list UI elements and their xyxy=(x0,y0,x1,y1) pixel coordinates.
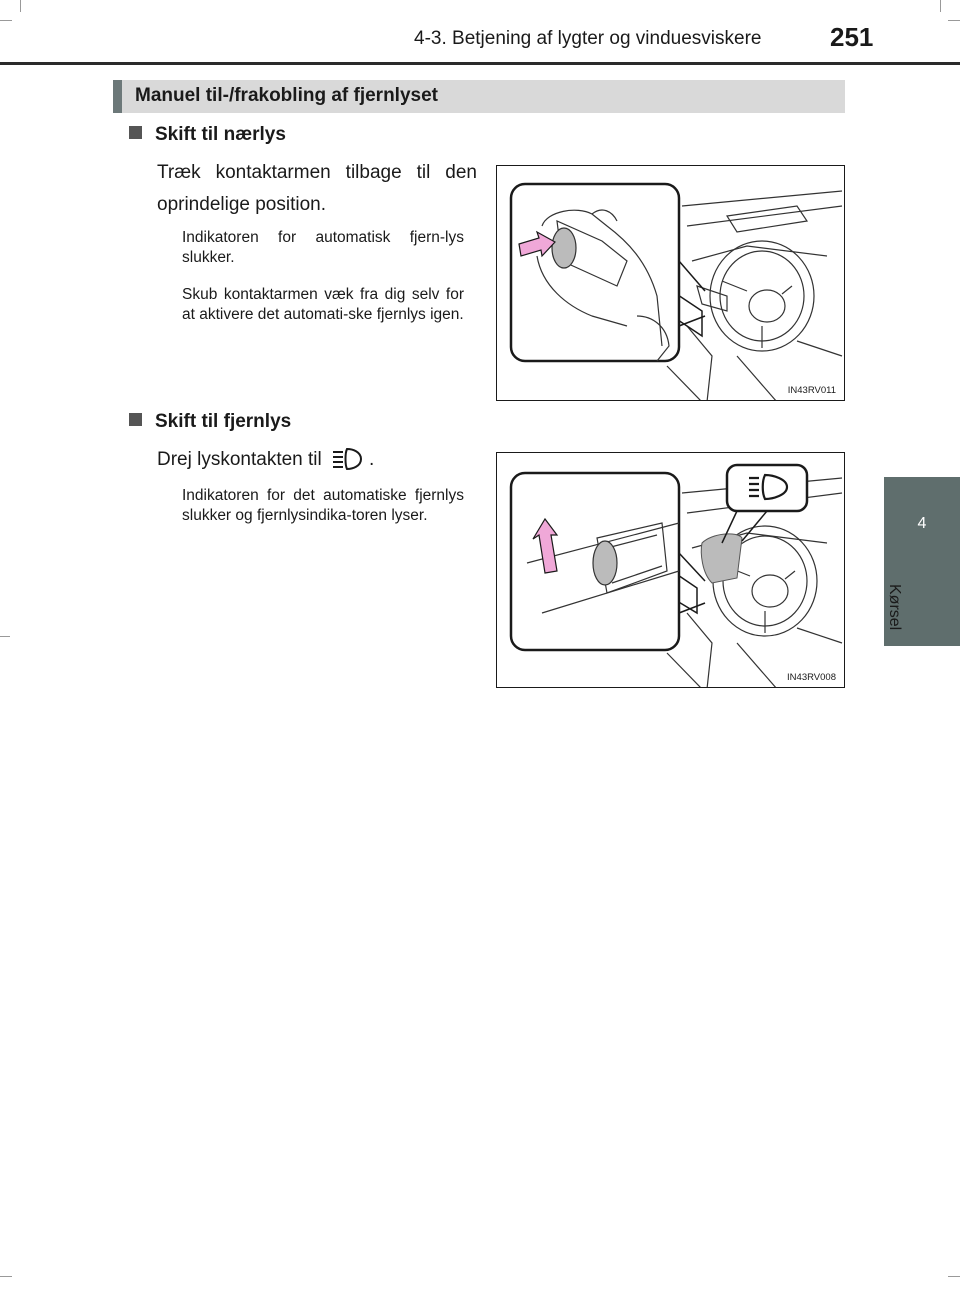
square-bullet-icon xyxy=(129,126,142,139)
note-text: Skub kontaktarmen væk fra dig selv for at aktivere det automati-ske fjernlys igen. xyxy=(182,286,464,323)
figure-push-lever xyxy=(496,452,845,688)
crop-mark xyxy=(0,636,10,637)
lever-illustration xyxy=(497,166,845,401)
step-text-before: Drej lyskontakten til xyxy=(157,449,322,470)
step-text-after: . xyxy=(369,449,375,470)
figure-code: IN43RV008 xyxy=(787,672,836,683)
high-beam-icon xyxy=(331,447,363,482)
chapter-number: 4 xyxy=(917,515,927,532)
section-heading-bar xyxy=(113,80,845,113)
sub-heading-low-beam xyxy=(129,124,286,146)
crop-mark xyxy=(948,20,960,21)
header-rule xyxy=(0,62,960,65)
lever-illustration xyxy=(497,453,845,688)
section-title: Manuel til-/frakobling af fjernlyset xyxy=(135,85,438,106)
figure-pull-lever xyxy=(496,165,845,401)
crop-mark xyxy=(0,1276,12,1277)
page-header-title: 4-3. Betjening af lygter og vinduesviskere xyxy=(414,28,762,49)
crop-mark xyxy=(948,1276,960,1277)
page-number: 251 xyxy=(830,22,874,52)
crop-mark xyxy=(940,0,941,12)
figure-code: IN43RV011 xyxy=(787,385,836,396)
chapter-label: Kørsel xyxy=(886,584,903,631)
square-bullet-icon xyxy=(129,413,142,426)
crop-mark xyxy=(0,20,12,21)
step-text xyxy=(157,444,477,482)
step-text: Træk kontaktarmen tilbage til den oprindelige position. xyxy=(157,162,477,215)
sub-heading-text: Skift til nærlys xyxy=(155,124,286,145)
sub-heading-text: Skift til fjernlys xyxy=(155,411,292,432)
crop-mark xyxy=(20,0,21,12)
sub-heading-high-beam xyxy=(129,411,291,433)
section-accent xyxy=(113,80,122,113)
note-text: Indikatoren for det automatiske fjernlys slukker og fjernlysindika-toren lyser. xyxy=(182,487,464,524)
note-text: Indikatoren for automatisk fjern-lys slukker. xyxy=(182,229,464,266)
